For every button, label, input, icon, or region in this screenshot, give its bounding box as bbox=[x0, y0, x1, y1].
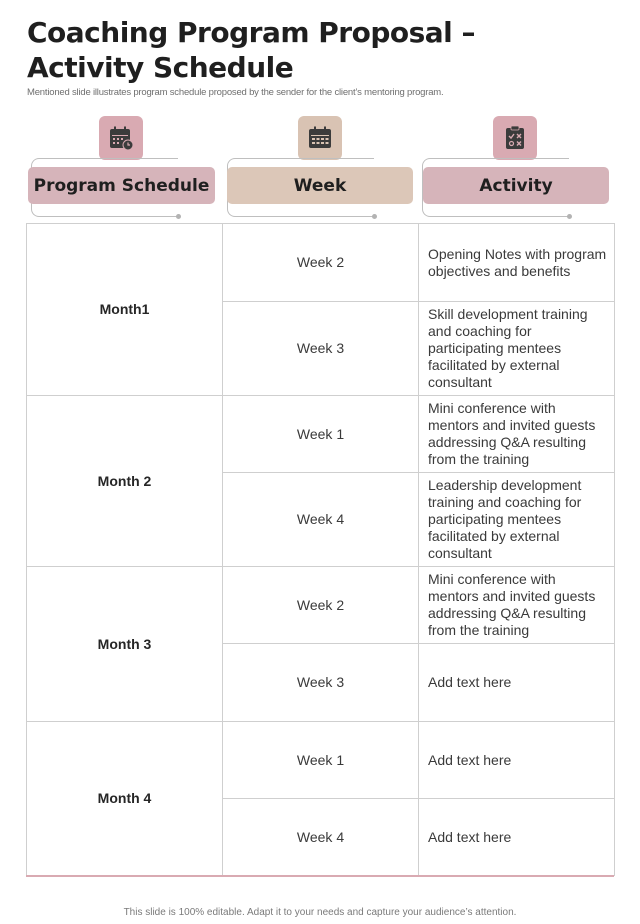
activity-cell: Leadership development training and coaching for participating mentees facilitated by external consultant bbox=[419, 473, 615, 567]
week-cell: Week 4 bbox=[223, 473, 419, 567]
activity-cell: Add text here bbox=[419, 722, 615, 799]
page-subtitle: Mentioned slide illustrates program schedule proposed by the sender for the client’s mentoring program. bbox=[27, 87, 444, 98]
month-cell: Month1 bbox=[27, 224, 223, 396]
week-cell: Week 3 bbox=[223, 644, 419, 722]
week-cell: Week 2 bbox=[223, 567, 419, 644]
calendar-clock-icon bbox=[99, 116, 143, 160]
calendar-grid-icon bbox=[298, 116, 342, 160]
month-cell: Month 4 bbox=[27, 722, 223, 876]
week-cell: Week 1 bbox=[223, 722, 419, 799]
activity-cell: Mini conference with mentors and invited guests addressing Q&A resulting from the training bbox=[419, 396, 615, 473]
table-row bbox=[27, 722, 615, 799]
week-cell: Week 2 bbox=[223, 224, 419, 302]
table-row bbox=[27, 567, 615, 644]
bottom-divider bbox=[26, 875, 614, 877]
checklist-clipboard-icon bbox=[493, 116, 537, 160]
week-cell: Week 3 bbox=[223, 302, 419, 396]
schedule-table bbox=[26, 223, 615, 876]
activity-cell: Add text here bbox=[419, 644, 615, 722]
footer-note: This slide is 100% editable. Adapt it to your needs and capture your audience’s attention. bbox=[123, 907, 517, 918]
activity-cell: Skill development training and coaching for participating mentees facilitated by external consultant bbox=[419, 302, 615, 396]
activity-cell: Add text here bbox=[419, 799, 615, 876]
month-cell: Month 3 bbox=[27, 567, 223, 722]
table-row bbox=[27, 396, 615, 473]
week-cell: Week 4 bbox=[223, 799, 419, 876]
header-program-schedule: Program Schedule bbox=[28, 167, 215, 204]
table-row bbox=[27, 224, 615, 302]
week-cell: Week 1 bbox=[223, 396, 419, 473]
header-week: Week bbox=[227, 167, 413, 204]
activity-cell: Opening Notes with program objectives and benefits bbox=[419, 224, 615, 302]
month-cell: Month 2 bbox=[27, 396, 223, 567]
header-activity: Activity bbox=[423, 167, 609, 204]
activity-cell: Mini conference with mentors and invited guests addressing Q&A resulting from the training bbox=[419, 567, 615, 644]
page-title: Coaching Program Proposal – Activity Schedule bbox=[27, 16, 476, 84]
